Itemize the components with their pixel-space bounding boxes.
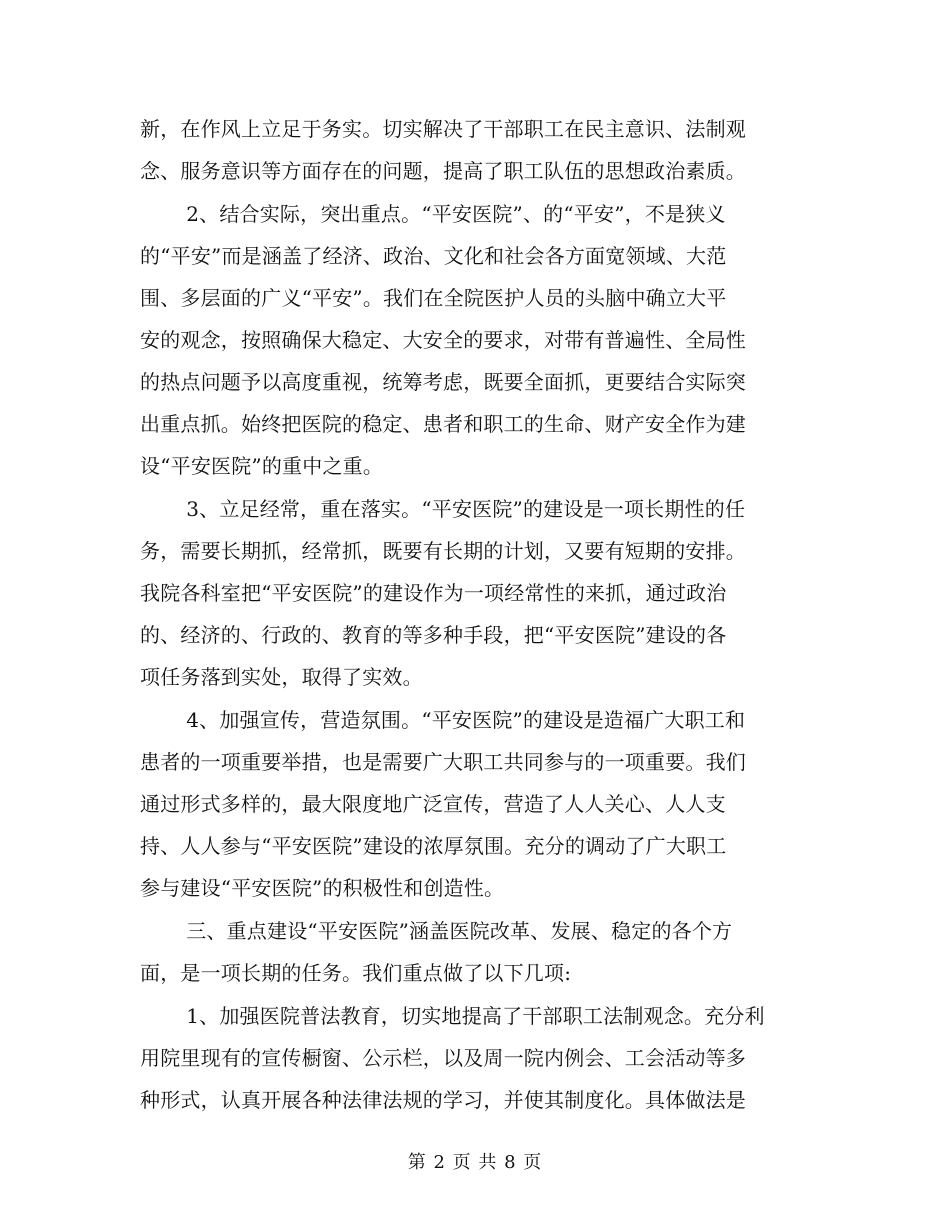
body-text-line: 2、结合实际，突出重点。“平安医院”、的“平安”，不是狭义 bbox=[166, 202, 726, 226]
body-text-line: 围、多层面的广义“平安”。我们在全院医护人员的头脑中确立大平 bbox=[140, 286, 727, 310]
body-text-line: 1、加强医院普法教育，切实地提高了干部职工法制观念。充分利 bbox=[166, 1004, 765, 1028]
body-text-line: 安的观念，按照确保大稳定、大安全的要求，对带有普遍性、全局性 bbox=[140, 328, 746, 352]
body-text-line: 念、服务意识等方面存在的问题，提高了职工队伍的思想政治素质。 bbox=[140, 159, 746, 183]
body-text-line: 出重点抓。始终把医院的稳定、患者和职工的生命、财产安全作为建 bbox=[140, 412, 746, 436]
body-text-line: 新，在作风上立足于务实。切实解决了干部职工在民主意识、法制观 bbox=[140, 117, 746, 141]
body-text-line: 的热点问题予以高度重视，统筹考虑，既要全面抓，更要结合实际突 bbox=[140, 370, 746, 394]
body-text-line: 4、加强宣传，营造氛围。“平安医院”的建设是造福广大职工和 bbox=[166, 708, 746, 732]
body-text-line: 3、立足经常，重在落实。“平安医院”的建设是一项长期性的任 bbox=[166, 497, 746, 521]
body-text-line: 务，需要长期抓，经常抓，既要有长期的计划，又要有短期的安排。 bbox=[140, 539, 746, 563]
page-footer: 第 2 页 共 8 页 bbox=[407, 1152, 543, 1173]
body-text-line: 我院各科室把“平安医院”的建设作为一项经常性的来抓，通过政治 bbox=[140, 581, 727, 605]
body-text-line: 持、人人参与“平安医院”建设的浓厚氛围。充分的调动了广大职工 bbox=[140, 834, 727, 858]
body-text-line: 项任务落到实处，取得了实效。 bbox=[140, 665, 423, 689]
body-text-line: 三、重点建设“平安医院”涵盖医院改革、发展、稳定的各个方 bbox=[166, 919, 733, 943]
body-text-line: 的、经济的、行政的、教育的等多种手段，把“平安医院”建设的各 bbox=[140, 623, 727, 647]
body-text-line: 面，是一项长期的任务。我们重点做了以下几项: bbox=[140, 961, 572, 985]
body-text-line: 通过形式多样的，最大限度地广泛宣传，营造了人人关心、人人支 bbox=[140, 792, 726, 816]
body-text-line: 用院里现有的宣传橱窗、公示栏，以及周一院内例会、工会活动等多 bbox=[140, 1046, 746, 1070]
body-text-line: 患者的一项重要举措，也是需要广大职工共同参与的一项重要。我们 bbox=[140, 750, 746, 774]
body-text-line: 参与建设“平安医院”的积极性和创造性。 bbox=[140, 876, 505, 900]
body-text-line: 设“平安医院”的重中之重。 bbox=[140, 454, 384, 478]
body-text-line: 的“平安”而是涵盖了经济、政治、文化和社会各方面宽领域、大范 bbox=[140, 244, 727, 268]
body-text-line: 种形式，认真开展各种法律法规的学习，并使其制度化。具体做法是 bbox=[140, 1088, 746, 1112]
